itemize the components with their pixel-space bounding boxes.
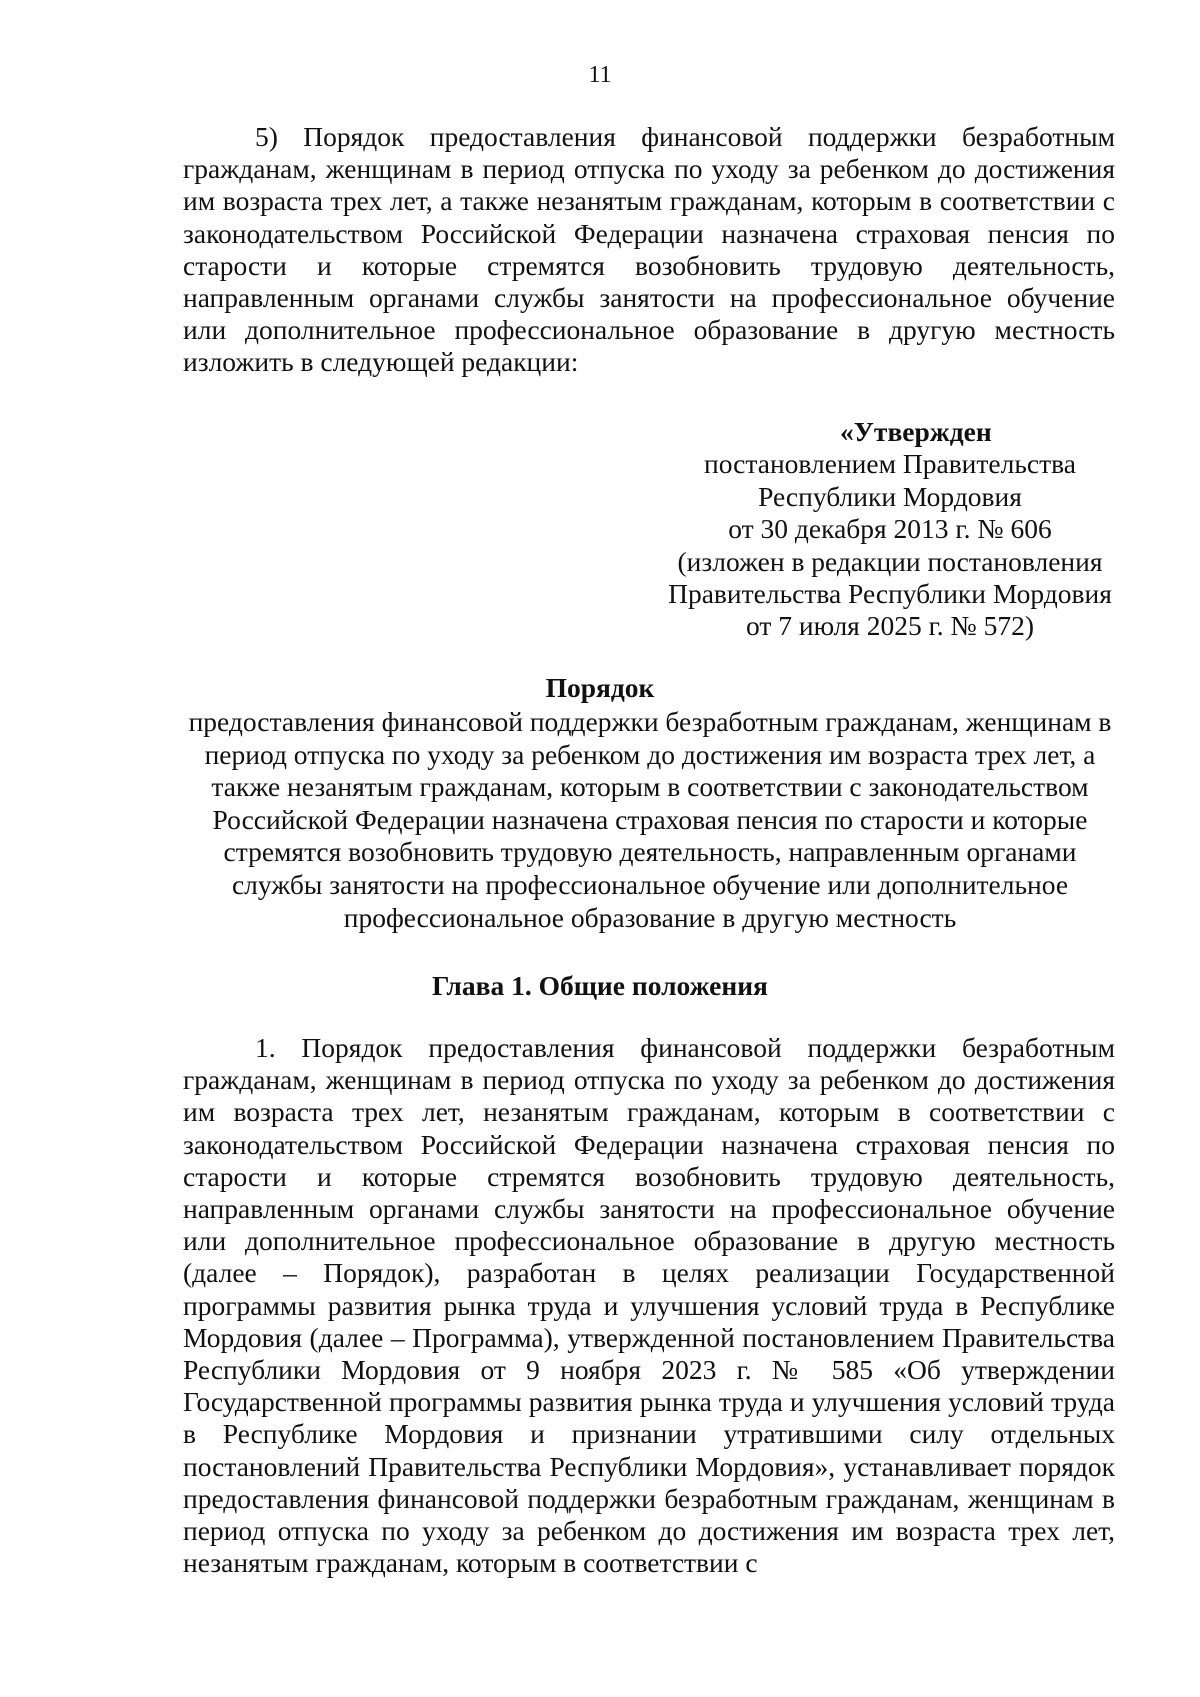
document-title: Порядок	[545, 672, 655, 703]
approval-line: от 30 декабря 2013 г. № 606	[728, 513, 1052, 545]
approval-line: от 7 июля 2025 г. № 572)	[745, 610, 1035, 642]
approval-line: постановлением Правительства	[704, 448, 1076, 480]
chapter-heading: Глава 1. Общие положения	[432, 970, 768, 1001]
document-subtitle: предоставления финансовой поддержки безработным гражданам, женщинам в период отпуска по уходу за ребенком до достижения им возраста трех лет, а также незанятым гражданам, которым в соответствии с законодательством Российской Федерации назначена страховая пенсия по старости и которые стремятся возобновить трудовую деятельность, направленным органами службы занятости на профессиональное обучение или дополнительное профессиональное образование в другую местность	[188, 706, 1112, 933]
page-number: 11	[588, 62, 612, 88]
approval-title: «Утвержден	[840, 416, 992, 447]
amendment-paragraph: 5) Порядок предоставления финансовой поддержки безработным гражданам, женщинам в период отпуска по уходу за ребенком до достижения им возраста трех лет, а также незанятым гражданам, которым в соответствии с законодательством Российской Федерации назначена страховая пенсия по старости и которые стремятся возобновить трудовую деятельность, направленным органами службы занятости на профессиональное обучение или дополнительное профессиональное образование в другую местность изложить в следующей редакции:	[183, 121, 1115, 378]
chapter-paragraph-1: 1. Порядок предоставления финансовой поддержки безработным гражданам, женщинам в период отпуска по уходу за ребенком до достижения им возраста трех лет, незанятым гражданам, которым в соответствии с законодательством Российской Федерации назначена страховая пенсия по старости и которые стремятся возобновить трудовую деятельность, направленным органами службы занятости на профессиональное обучение или дополнительное профессиональное образование в другую местность (далее – Порядок), разработан в целях реализации Государственной программы развития рынка труда и улучшения условий труда в Республике Мордовия (далее – Программа), утвержденной постановлением Правительства Республики Мордовия от 9 ноября 2023 г. № 585 «Об утверждении Государственной программы развития рынка труда и улучшения условий труда в Республике Мордовия и признании утратившими силу отдельных постановлений Правительства Республики Мордовия», устанавливает порядок предоставления финансовой поддержки безработным гражданам, женщинам в период отпуска по уходу за ребенком до достижения им возраста трех лет, незанятым гражданам, которым в соответствии с	[183, 1032, 1115, 1579]
approval-line: (изложен в редакции постановления	[677, 545, 1103, 577]
approval-line: Республики Мордовия	[758, 480, 1022, 512]
approval-stamp	[640, 416, 1140, 643]
approval-line: Правительства Республики Мордовия	[668, 578, 1112, 610]
